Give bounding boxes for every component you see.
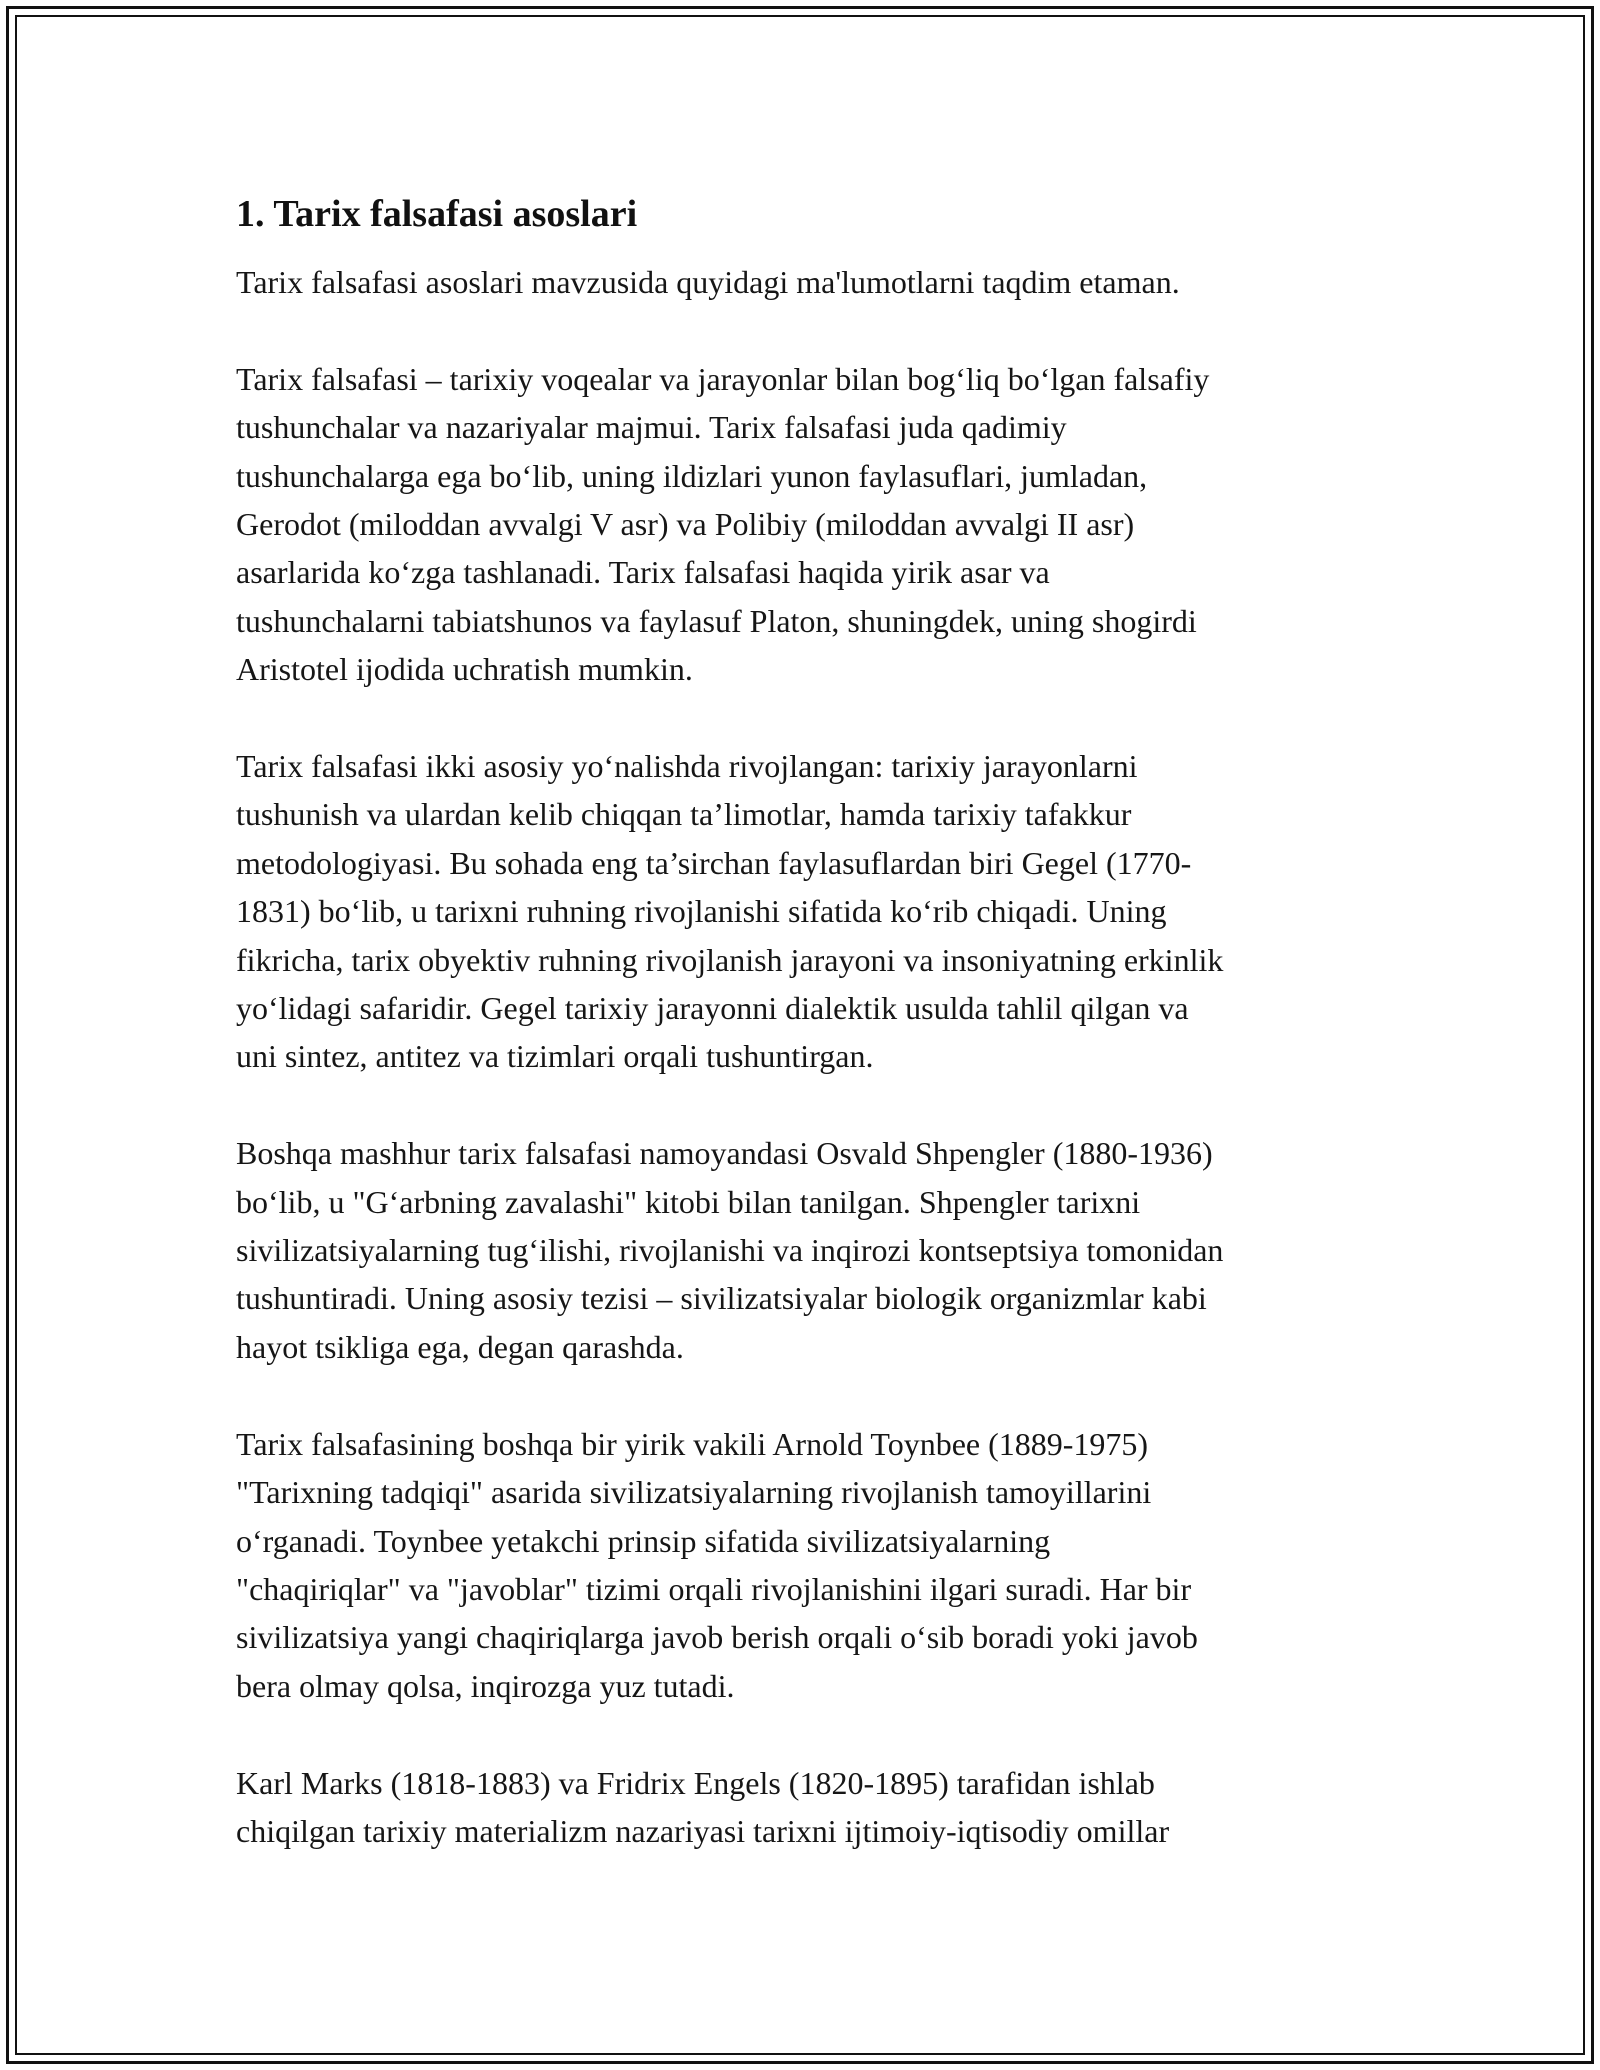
text-line: hayot tsikliga ega, degan qarashda. (236, 1328, 684, 1365)
text-line: "Tarixning tadqiqi" asarida sivilizatsiyalarning rivojlanish tamoyillarini (236, 1474, 1152, 1511)
text-line: tushunchalar va nazariyalar majmui. Tarix falsafasi juda qadimiy (236, 409, 1067, 446)
text-line: Tarix falsafasi – tarixiy voqealar va jarayonlar bilan bog‘liq bo‘lgan falsafiy (236, 360, 1210, 397)
text-line: Karl Marks (1818-1883) va Fridrix Engels (1820-1895) tarafidan ishlab (236, 1764, 1155, 1801)
paragraph (236, 1129, 1376, 1371)
text-line: "chaqiriqlar" va "javoblar" tizimi orqali rivojlanishini ilgari suradi. Har bir (236, 1570, 1192, 1607)
document-body (236, 190, 1376, 1904)
text-line: 1831) bo‘lib, u tarixni ruhning rivojlanishi sifatida ko‘rib chiqadi. Uning (236, 893, 1167, 930)
text-line: fikricha, tarix obyektiv ruhning rivojlanish jarayoni va insoniyatning erkinlik (236, 941, 1224, 978)
section-title: 1. Tarix falsafasi asoslari (236, 193, 638, 235)
text-line: tushunchalarni tabiatshunos va faylasuf Platon, shuningdek, uning shogirdi (236, 602, 1197, 639)
text-line: tushunish va ulardan kelib chiqqan ta’limotlar, hamda tarixiy tafakkur (236, 796, 1132, 833)
text-line: bera olmay qolsa, inqirozga yuz tutadi. (236, 1667, 735, 1704)
paragraph (236, 742, 1376, 1081)
text-line: asarlarida ko‘zga tashlanadi. Tarix falsafasi haqida yirik asar va (236, 554, 1050, 591)
text-line: Tarix falsafasi asoslari mavzusida quyidagi ma'lumotlarni taqdim etaman. (236, 264, 1180, 300)
text-line: metodologiyasi. Bu sohada eng ta’sirchan faylasuflardan biri Gegel (1770- (236, 844, 1192, 881)
paragraph (236, 258, 1376, 306)
text-line: Tarix falsafasi ikki asosiy yo‘nalishda rivojlangan: tarixiy jarayonlarni (236, 748, 1138, 785)
text-line: Aristotel ijodida uchratish mumkin. (236, 651, 693, 688)
text-line: chiqilgan tarixiy materializm nazariyasi tarixni ijtimoiy-iqtisodiy omillar (236, 1812, 1170, 1849)
text-line: tushuntiradi. Uning asosiy tezisi – sivilizatsiyalar biologik organizmlar kabi (236, 1280, 1207, 1317)
text-line: sivilizatsiyalarning tug‘ilishi, rivojlanishi va inqirozi kontseptsiya tomonidan (236, 1232, 1224, 1269)
text-line: Tarix falsafasining boshqa bir yirik vakili Arnold Toynbee (1889-1975) (236, 1425, 1149, 1462)
text-line: tushunchalarga ega bo‘lib, uning ildizlari yunon faylasuflari, jumladan, (236, 457, 1148, 494)
text-line: o‘rganadi. Toynbee yetakchi prinsip sifatida sivilizatsiyalarning (236, 1522, 1051, 1559)
paragraph (236, 1759, 1376, 1856)
text-line: Boshqa mashhur tarix falsafasi namoyandasi Osvald Shpengler (1880-1936) (236, 1135, 1213, 1172)
text-line: Gerodot (miloddan avvalgi V asr) va Polibiy (miloddan avvalgi II asr) (236, 506, 1135, 543)
paragraph (236, 1420, 1376, 1710)
text-line: bo‘lib, u "G‘arbning zavalashi" kitobi bilan tanilgan. Shpengler tarixni (236, 1183, 1141, 1220)
text-line: uni sintez, antitez va tizimlari orqali tushuntirgan. (236, 1038, 874, 1075)
paragraph-list (236, 258, 1376, 1855)
text-line: sivilizatsiya yangi chaqiriqlarga javob berish orqali o‘sib boradi yoki javob (236, 1619, 1198, 1656)
paragraph (236, 355, 1376, 694)
text-line: yo‘lidagi safaridir. Gegel tarixiy jarayonni dialektik usulda tahlil qilgan va (236, 990, 1189, 1027)
